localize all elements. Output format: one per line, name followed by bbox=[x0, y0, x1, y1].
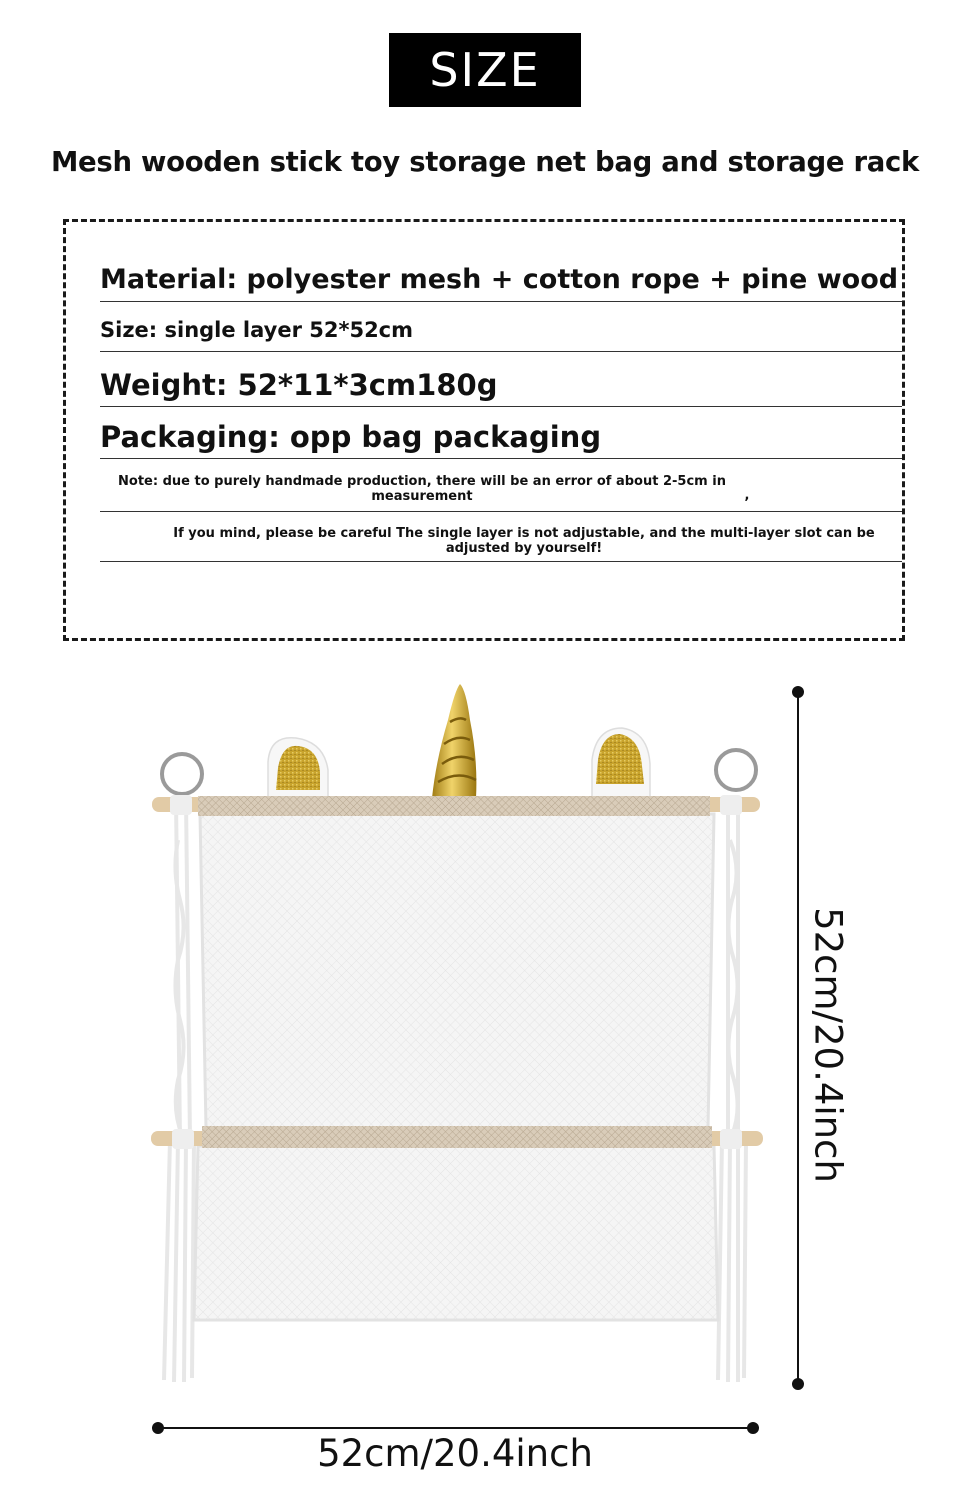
spec-divider bbox=[100, 351, 902, 352]
width-label: 52cm/20.4inch bbox=[317, 1432, 593, 1475]
hanging-ring-right bbox=[716, 750, 756, 790]
spec-size: Size: single layer 52*52cm bbox=[100, 318, 414, 342]
wooden-rod-top bbox=[152, 795, 760, 816]
unicorn-ear-left bbox=[268, 738, 328, 798]
unicorn-horn-icon bbox=[432, 684, 476, 798]
mesh-pocket-top bbox=[200, 814, 714, 1128]
note-mark: , bbox=[744, 488, 750, 503]
height-dimension-line bbox=[792, 686, 804, 1390]
rope-right bbox=[718, 800, 746, 1382]
spec-divider bbox=[100, 561, 902, 562]
size-badge: SIZE bbox=[389, 33, 581, 107]
note-error: Note: due to purely handmade production, there will be an error of about 2-5cm in measurement bbox=[118, 474, 726, 504]
spec-divider bbox=[100, 511, 902, 512]
height-label: 52cm/20.4inch bbox=[806, 907, 850, 1183]
spec-material: Material: polyester mesh + cotton rope + pine wood bbox=[100, 264, 899, 295]
wooden-rod-middle bbox=[151, 1126, 763, 1149]
spec-packaging: Packaging: opp bag packaging bbox=[100, 420, 602, 454]
spec-weight: Weight: 52*11*3cm180g bbox=[100, 368, 498, 402]
rope-left bbox=[164, 800, 194, 1382]
mesh-pocket-bottom bbox=[194, 1146, 718, 1320]
spec-divider bbox=[100, 458, 902, 459]
unicorn-ear-right bbox=[592, 728, 650, 798]
spec-divider bbox=[100, 406, 902, 407]
product-title: Mesh wooden stick toy storage net bag and storage rack bbox=[50, 146, 920, 178]
note-adjustable: If you mind, please be careful The single layer is not adjustable, and the multi-layer slot can be adjusted by yourself! bbox=[173, 526, 875, 556]
hanging-ring-left bbox=[162, 754, 202, 794]
spec-divider bbox=[100, 301, 902, 302]
